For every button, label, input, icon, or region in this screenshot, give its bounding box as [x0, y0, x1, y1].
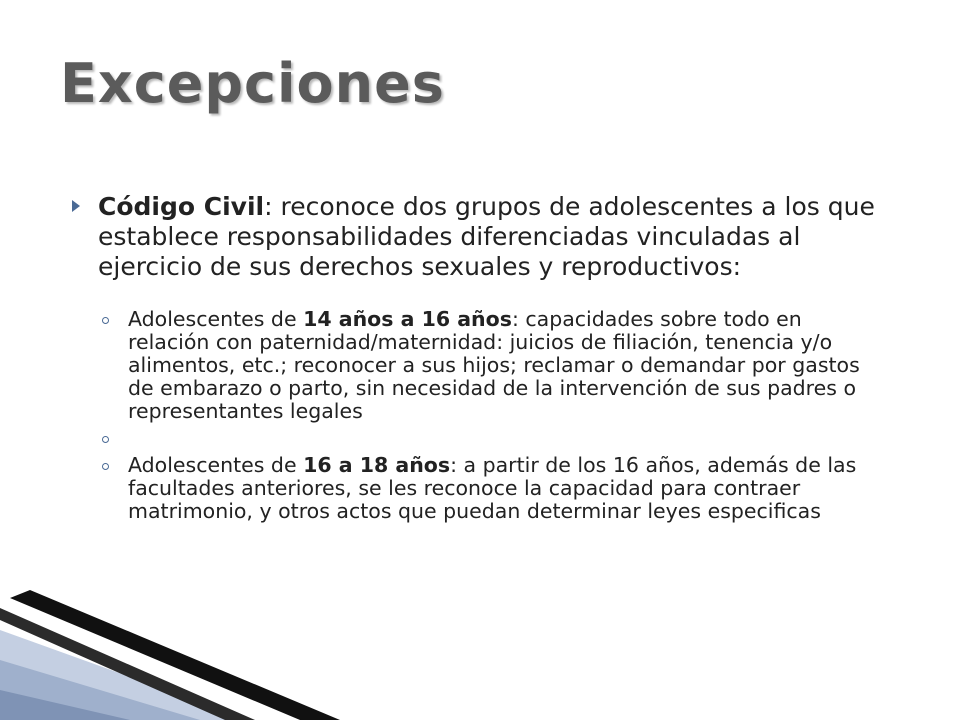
hollow-circle-icon [102, 463, 109, 470]
sub-point-14-16 [72, 308, 868, 423]
sub-point-prefix: Adolescentes de [128, 453, 304, 477]
slide-content [72, 192, 902, 523]
main-point-text: : reconoce dos grupos de adolescentes a los que establece responsabilidades diferenciadas vinculadas al ejercicio de sus derechos sexuales y reproductivos: [98, 192, 875, 281]
sub-point-age-range: 14 años a 16 años [303, 307, 512, 331]
sub-point-age-range: 16 a 18 años [303, 453, 451, 477]
main-bullet-point [72, 192, 902, 282]
sub-point-text: : a partir de los 16 años, además de las facultades anteriores, se les reconoce la capacidad para contraer matrimonio, y otros actos que puedan determinar leyes especificas [128, 453, 857, 523]
sub-point-text: : capacidades sobre todo en relación con paternidad/maternidad: juicios de filiación, tenencia y/o alimentos, etc.; reconocer a sus hijos; reclamar o demandar por gastos de embarazo o parto, sin necesidad de la intervención de sus padres o representantes legales [128, 307, 860, 423]
hollow-circle-icon [102, 436, 109, 443]
sub-point-empty [72, 427, 868, 450]
slide-title: Excepciones [60, 52, 445, 115]
sub-points [72, 308, 902, 523]
sub-point-16-18 [72, 454, 868, 523]
corner-decoration [0, 590, 340, 720]
sub-point-prefix: Adolescentes de [128, 307, 304, 331]
main-point-label: Código Civil [98, 192, 265, 221]
hollow-circle-icon [102, 317, 109, 324]
triangle-right-icon [72, 200, 80, 212]
